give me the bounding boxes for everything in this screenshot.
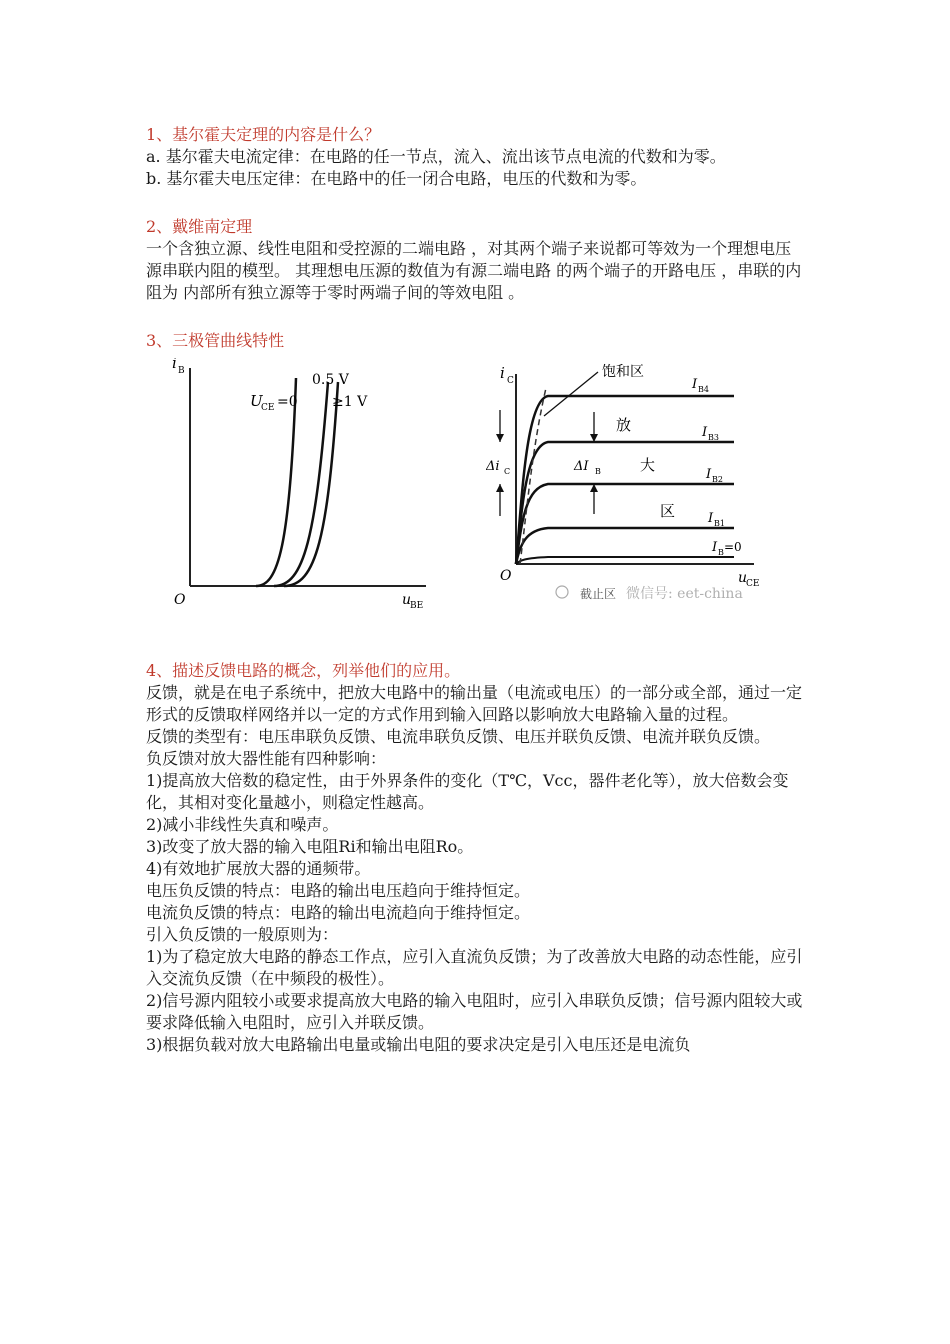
label-1v: ≥1 V	[332, 394, 368, 410]
section-4-para-4: 1)提高放大倍数的稳定性，由于外界条件的变化（T℃，Vcc，器件老化等），放大倍数会变化，其相对变化量越小，则稳定性越高。	[146, 771, 789, 812]
section-4-heading: 4、描述反馈电路的概念，列举他们的应用。	[146, 661, 461, 680]
saturation-label: 饱和区	[602, 364, 644, 380]
region-char-2: 大	[640, 456, 656, 474]
ib1-main: I	[708, 511, 714, 526]
ib0-sub: B	[718, 548, 724, 557]
label-uce-val: =0	[277, 394, 298, 410]
curve-0.5v	[274, 382, 328, 586]
output-y-label: i	[500, 364, 505, 382]
ib4-sub: B4	[698, 385, 709, 394]
input-x-sub: BE	[410, 601, 424, 611]
saturation-pointer	[544, 372, 598, 416]
ib4-main: I	[692, 377, 698, 392]
section-4-para-6: 3)改变了放大器的输入电阻Ri和输出电阻Ro。	[146, 837, 474, 856]
section-4-para-2: 反馈的类型有：电压串联负反馈、电流串联负反馈、电压并联负反馈、电流并联负反馈。	[146, 727, 771, 746]
section-4-para-5: 2)减小非线性失真和噪声。	[146, 815, 339, 834]
ib2-sub: B2	[712, 475, 723, 484]
curve-ib3	[516, 442, 734, 564]
ib3-sub: B3	[708, 433, 719, 442]
delta-ic-sub: C	[504, 467, 511, 476]
curve-1v	[284, 382, 338, 586]
delta-ib-sub: B	[595, 467, 601, 476]
section-1-heading: 1、基尔霍夫定理的内容是什么？	[146, 125, 381, 144]
section-4-para-1: 反馈，就是在电子系统中，把放大电路中的输出量（电流或电压）的一部分或全部，通过一定形式的反馈取样网络并以一定的方式作用到输入回路以影响放大电路输入量的过程。	[146, 683, 803, 724]
section-2-para: 一个含独立源、线性电阻和受控源的二端电路 ，对其两个端子来说都可等效为一个理想电压源串联内阻的模型。 其理想电压源的数值为有源二端电路 的两个端子的开路电压 ，串联的内阻为 内部所有独立源等于零时两端子间的等效电阻 。	[146, 239, 802, 302]
section-1-para-b: b. 基尔霍夫电压定律：在电路中的任一闭合电路，电压的代数和为零。	[146, 169, 647, 188]
section-4-para-9: 电流负反馈的特点：电路的输出电流趋向于维持恒定。	[146, 903, 531, 922]
delta-ic-label: Δi	[486, 459, 500, 474]
output-y-sub: C	[507, 376, 514, 386]
section-2-heading: 2、戴维南定理	[146, 217, 253, 236]
curve-ib2	[516, 484, 734, 564]
section-4-para-8: 电压负反馈的特点：电路的输出电压趋向于维持恒定。	[146, 881, 531, 900]
ib1-sub: B1	[714, 519, 725, 528]
output-origin: O	[500, 568, 512, 584]
cutoff-label: 截止区	[580, 587, 617, 601]
input-x-label: u	[402, 592, 412, 608]
section-4-para-10: 引入负反馈的一般原则为：	[146, 925, 339, 944]
section-4-para-12: 2)信号源内阻较小或要求提高放大电路的输入电阻时，应引入串联负反馈；信号源内阻较大或要求降低输入电阻时，应引入并联反馈。	[146, 991, 803, 1032]
ib0-val: =0	[724, 540, 742, 554]
section-4-para-7: 4)有效地扩展放大器的通频带。	[146, 859, 371, 878]
ib3-main: I	[702, 425, 708, 440]
input-y-label: i	[172, 358, 177, 372]
label-uce-sub: CE	[261, 403, 275, 413]
label-0.5v: 0.5 V	[312, 372, 349, 388]
watermark-text: 微信号: eet-china	[626, 586, 743, 602]
output-x-label: u	[738, 570, 748, 586]
section-3-heading: 3、三极管曲线特性	[146, 331, 285, 350]
input-origin: O	[174, 592, 186, 608]
wechat-icon	[556, 586, 568, 598]
region-char-1: 放	[616, 416, 632, 434]
curve-ib1	[516, 528, 734, 564]
input-characteristic-chart	[166, 358, 456, 632]
delta-ib-label: ΔI	[574, 459, 589, 474]
ib0-main: I	[712, 540, 718, 555]
ib2-main: I	[706, 467, 712, 482]
region-char-3: 区	[660, 502, 676, 520]
section-1-para-a: a. 基尔霍夫电流定律：在电路的任一节点，流入、流出该节点电流的代数和为零。	[146, 147, 726, 166]
label-uce-main: U	[250, 392, 263, 410]
section-4-para-3: 负反馈对放大器性能有四种影响：	[146, 749, 387, 768]
input-y-sub: B	[178, 366, 185, 376]
transistor-curves-figure	[146, 358, 806, 638]
output-characteristic-chart	[486, 358, 786, 642]
output-x-sub: CE	[746, 579, 760, 589]
document-page	[146, 124, 806, 1056]
section-4-para-11: 1)为了稳定放大电路的静态工作点，应引入直流负反馈；为了改善放大电路的动态性能，应引入交流负反馈（在中频段的极性）。	[146, 947, 803, 988]
curve-ib0	[516, 557, 734, 564]
section-4-para-13: 3)根据负载对放大电路输出电量或输出电阻的要求决定是引入电压还是电流负	[146, 1035, 691, 1054]
